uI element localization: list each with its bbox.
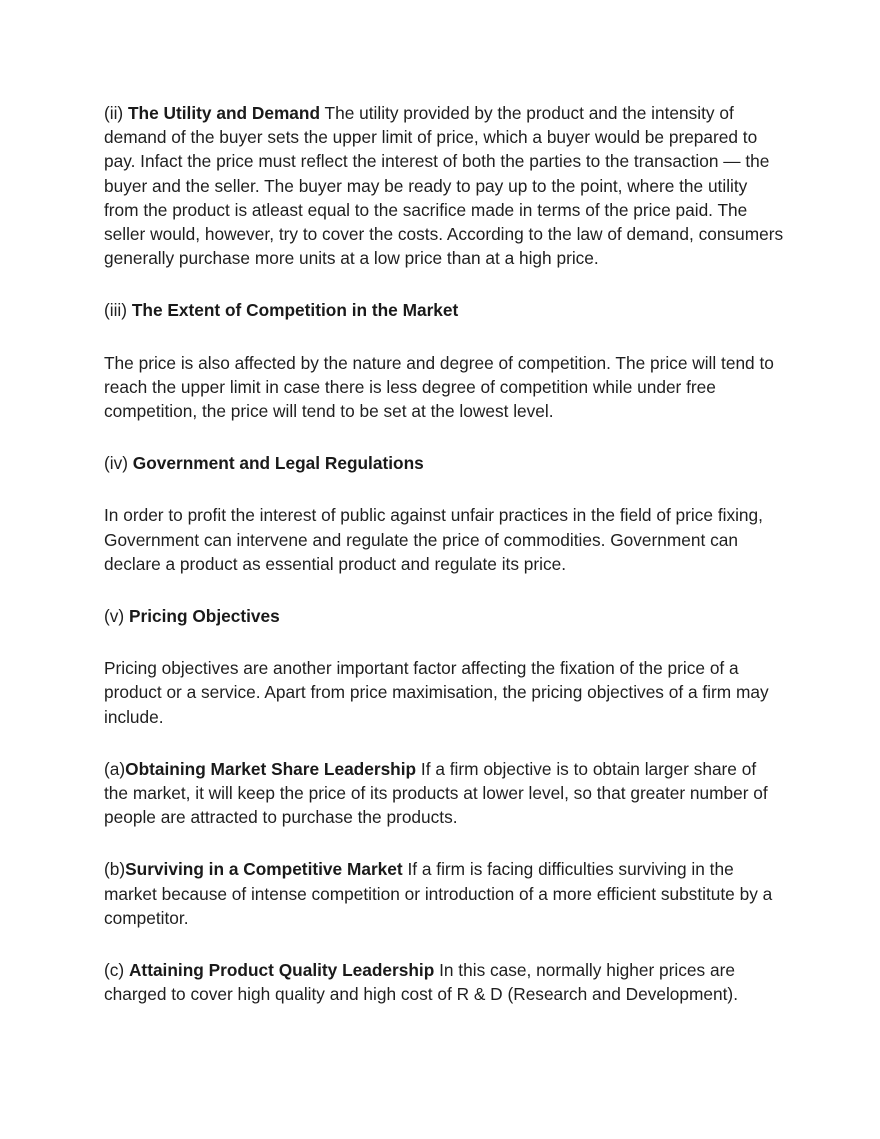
paragraph-text: In this case, normally higher prices are charged to cover high quality and high cost of R & D (Research and Development). [104, 960, 738, 1005]
document-page [104, 101, 784, 1034]
competition-heading [104, 298, 784, 322]
item-label: (c) [104, 960, 129, 981]
section-number: (iv) [104, 453, 133, 474]
market-share-paragraph [104, 757, 784, 830]
utility-demand-paragraph [104, 101, 784, 270]
surviving-paragraph [104, 857, 784, 930]
section-number: (v) [104, 606, 129, 627]
item-label: (b) [104, 859, 126, 880]
section-number: (ii) [104, 103, 128, 123]
section-number: (iii) [104, 300, 132, 321]
competition-paragraph: The price is also affected by the nature and degree of competition. The price will tend to reach the upper limit in case there is less degree of competition while under free competition, the price will tend to be set at the lowest level. [104, 352, 774, 422]
item-heading: Obtaining Market Share Leadership [125, 758, 417, 779]
paragraph-text: If a firm is facing difficulties surviving in the market because of intense competition or introduction of a more efficient substitute by a competitor. [104, 859, 773, 928]
pricing-objectives-paragraph: Pricing objectives are another important factor affecting the fixation of the price of a product or a service. Apart from price maximisation, the pricing objectives of a firm may include. [104, 658, 769, 727]
pricing-objectives-heading [104, 604, 784, 628]
section-heading: Pricing Objectives [128, 606, 280, 627]
section-heading: Government and Legal Regulations [132, 453, 424, 474]
item-heading: Surviving in a Competitive Market [125, 859, 403, 880]
government-heading [104, 451, 784, 475]
paragraph-text: If a firm objective is to obtain larger share of the market, it will keep the price of its products at lower level, so that greater number of people are attracted to purchase the products. [104, 758, 768, 828]
section-heading: The Extent of Competition in the Market [131, 300, 459, 321]
section-heading: The Utility and Demand [128, 103, 321, 123]
item-label: (a) [104, 758, 126, 779]
government-paragraph: In order to profit the interest of public against unfair practices in the field of price fixing, Government can intervene and regulate the price of commodities. Government can declare a product as essential product and regulate its price. [104, 505, 763, 574]
quality-leadership-paragraph [104, 958, 784, 1006]
paragraph-text: The utility provided by the product and the intensity of demand of the buyer sets the upper limit of price, which a buyer would be prepared to pay. Infact the price must reflect the interest of both the parties to the transaction — the buyer and the seller. The buyer may be ready to pay up to the point, where the utility from the product is atleast equal to the sacrifice made in terms of the price paid. The seller would, however, try to cover the costs. According to the law of demand, consumers generally purchase more units at a low price than at a high price. [104, 103, 784, 269]
item-heading: Attaining Product Quality Leadership [128, 960, 435, 981]
